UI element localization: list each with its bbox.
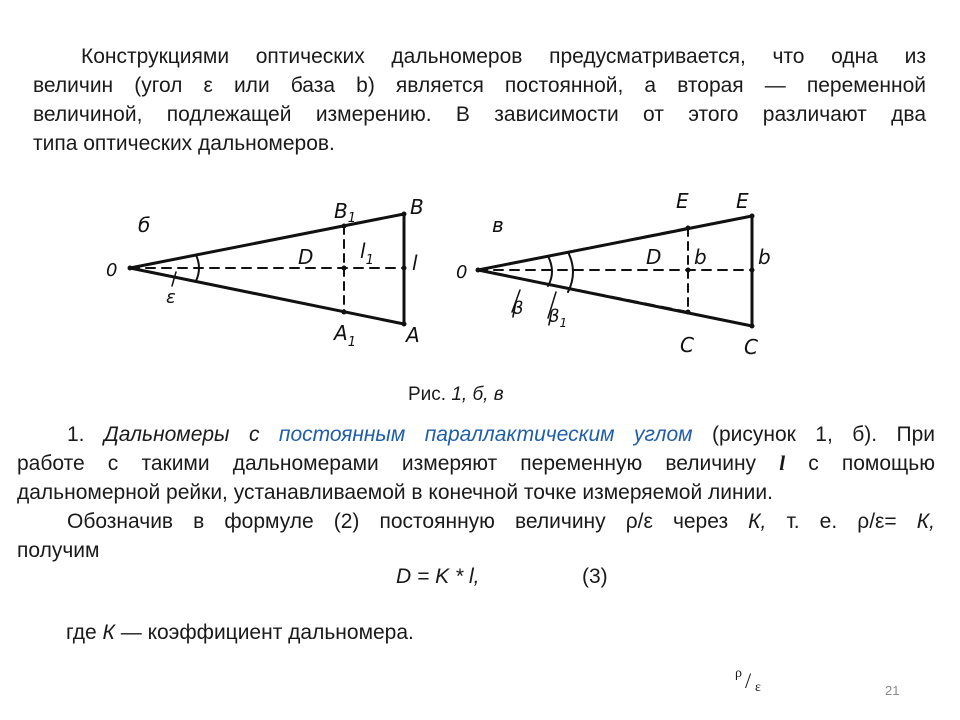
label-epsilon: ε bbox=[166, 287, 176, 308]
label-origin-left: 0 bbox=[106, 260, 118, 281]
section-1-paragraph bbox=[17, 420, 935, 565]
label-D-left: D bbox=[298, 245, 314, 269]
label-b: б bbox=[138, 213, 151, 237]
label-B1 bbox=[334, 199, 356, 226]
label-B: B bbox=[410, 195, 424, 219]
k-symbol: К, bbox=[748, 510, 767, 533]
section-number: 1. bbox=[67, 423, 85, 446]
label-v: в bbox=[492, 213, 504, 237]
label-beta1 bbox=[547, 306, 567, 330]
label-beta1-sub: 1 bbox=[559, 316, 568, 330]
intro-line: величиной, подлежащей измерению. В зависимости от этого различают два bbox=[33, 103, 926, 126]
label-E: E bbox=[736, 189, 749, 213]
formula-expression: D = K * l, bbox=[396, 565, 480, 588]
label-b: b bbox=[758, 245, 771, 269]
label-C: C bbox=[744, 335, 758, 359]
caption-label: Рис. bbox=[408, 384, 447, 405]
fraction-top: ρ bbox=[735, 666, 742, 681]
intro-line-1: Конструкциями оптических дальномеров предусматривается, что одна из bbox=[81, 45, 926, 68]
section-line bbox=[17, 420, 935, 449]
section-line: дальномерной рейки, устанавливаемой в конечной точке измеряемой линии. bbox=[17, 481, 773, 504]
section-title-highlight: постоянным параллактическим углом bbox=[278, 423, 693, 446]
label-beta1-main: β bbox=[548, 306, 560, 327]
l-symbol: l bbox=[779, 451, 786, 475]
figure-caption bbox=[408, 384, 504, 406]
label-A1-main: A bbox=[334, 321, 348, 345]
caption-number: 1, б, в bbox=[451, 384, 504, 405]
intro-line: величин (угол ε или база b) является постоянной, а вторая — переменной bbox=[33, 74, 926, 97]
label-B1-sub: 1 bbox=[347, 211, 357, 226]
fraction-bottom: ε bbox=[755, 680, 761, 695]
label-A: A bbox=[406, 323, 420, 347]
page-number: 21 bbox=[885, 683, 900, 698]
section-line-2a: работе с такими дальномерами измеряют переменную величину bbox=[17, 452, 757, 475]
section-line bbox=[17, 507, 935, 536]
intro-line: типа оптических дальномеров. bbox=[33, 132, 335, 155]
formula-number: (3) bbox=[582, 565, 608, 588]
section-line: получим bbox=[17, 539, 100, 562]
section-line bbox=[17, 449, 935, 478]
section-line-1-rest: (рисунок 1, б). При bbox=[711, 423, 935, 446]
label-origin-right: 0 bbox=[456, 262, 468, 283]
label-B1-main: B bbox=[334, 199, 348, 223]
where-text: где bbox=[66, 621, 97, 644]
label-D-right: D bbox=[646, 245, 662, 269]
label-l1-main: l bbox=[360, 239, 366, 263]
section-title: Дальномеры с bbox=[103, 423, 260, 446]
fraction-slash: / bbox=[745, 668, 752, 693]
label-l1 bbox=[360, 239, 374, 268]
label-E1: E bbox=[676, 189, 689, 213]
where-line bbox=[66, 621, 414, 645]
label-C1: C bbox=[680, 333, 694, 357]
label-A1-sub: 1 bbox=[347, 335, 356, 350]
where-definition: — коэффициент дальномера. bbox=[120, 621, 414, 644]
label-beta: β bbox=[512, 298, 524, 319]
label-A1 bbox=[332, 321, 356, 350]
label-b1: b bbox=[694, 245, 707, 269]
label-l: l bbox=[412, 251, 418, 275]
section-line-4a: Обозначив в формуле (2) постоянную величину ρ/ε через bbox=[67, 510, 729, 533]
k-symbol: К, bbox=[916, 510, 935, 533]
section-line-4b: т. е. ρ/ε= bbox=[786, 510, 897, 533]
label-l1-sub: 1 bbox=[365, 253, 374, 268]
k-symbol: К bbox=[102, 621, 115, 644]
section-line-2b: с помощью bbox=[808, 452, 935, 475]
